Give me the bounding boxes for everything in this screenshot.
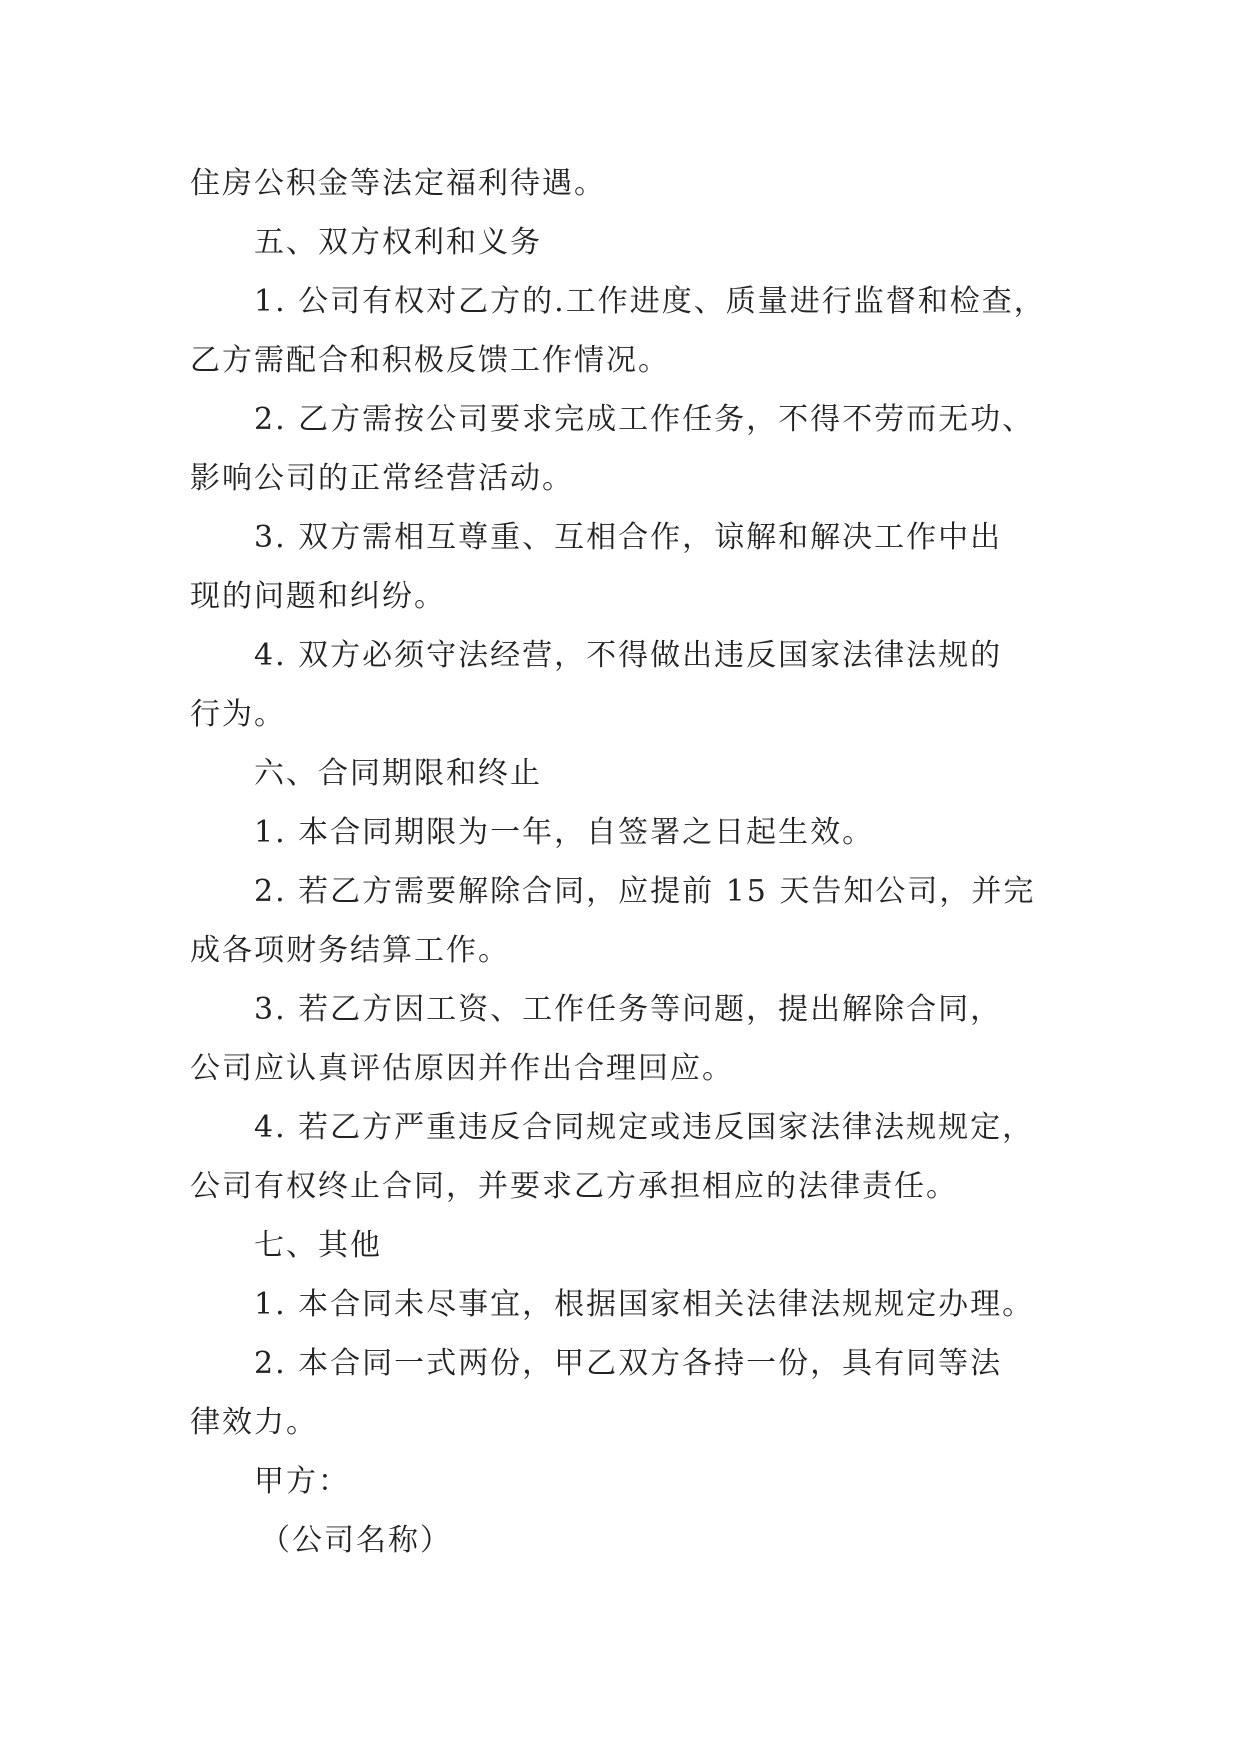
text-line: 公司有权终止合同，并要求乙方承担相应的法律责任。 <box>190 1169 958 1204</box>
text-line: 住房公积金等法定福利待遇。 <box>190 166 606 201</box>
clause-item: 3. 双方需相互尊重、互相合作，谅解和解决工作中出 <box>254 520 1003 555</box>
text-line: 行为。 <box>190 697 286 732</box>
section-heading: 五、双方权利和义务 <box>254 225 542 260</box>
clause-item: 1. 本合同期限为一年，自签署之日起生效。 <box>254 815 875 850</box>
company-name-placeholder: （公司名称） <box>260 1523 452 1558</box>
clause-item: 1. 公司有权对乙方的.工作进度、质量进行监督和检查， <box>254 284 1046 319</box>
section-heading: 七、其他 <box>254 1228 382 1263</box>
clause-item: 2. 乙方需按公司要求完成工作任务，不得不劳而无功、 <box>254 402 1035 437</box>
text-line: 成各项财务结算工作。 <box>190 933 510 968</box>
section-heading: 六、合同期限和终止 <box>254 756 542 791</box>
document-body <box>190 154 1070 1570</box>
clause-item: 1. 本合同未尽事宜，根据国家相关法律法规规定办理。 <box>254 1287 1035 1322</box>
text-line: 公司应认真评估原因并作出合理回应。 <box>190 1051 734 1086</box>
clause-item: 3. 若乙方因工资、工作任务等问题，提出解除合同， <box>254 992 1003 1027</box>
party-a-label: 甲方： <box>254 1464 350 1499</box>
clause-item: 2. 若乙方需要解除合同，应提前 15 天告知公司，并完 <box>254 874 1036 909</box>
text-line: 影响公司的正常经营活动。 <box>190 461 574 496</box>
text-line: 乙方需配合和积极反馈工作情况。 <box>190 343 670 378</box>
text-line: 律效力。 <box>190 1405 318 1440</box>
clause-item: 4. 若乙方严重违反合同规定或违反国家法律法规规定， <box>254 1110 1035 1145</box>
clause-item: 4. 双方必须守法经营，不得做出违反国家法律法规的 <box>254 638 1003 673</box>
clause-item: 2. 本合同一式两份，甲乙双方各持一份，具有同等法 <box>254 1346 1003 1381</box>
text-line: 现的问题和纠纷。 <box>190 579 446 614</box>
